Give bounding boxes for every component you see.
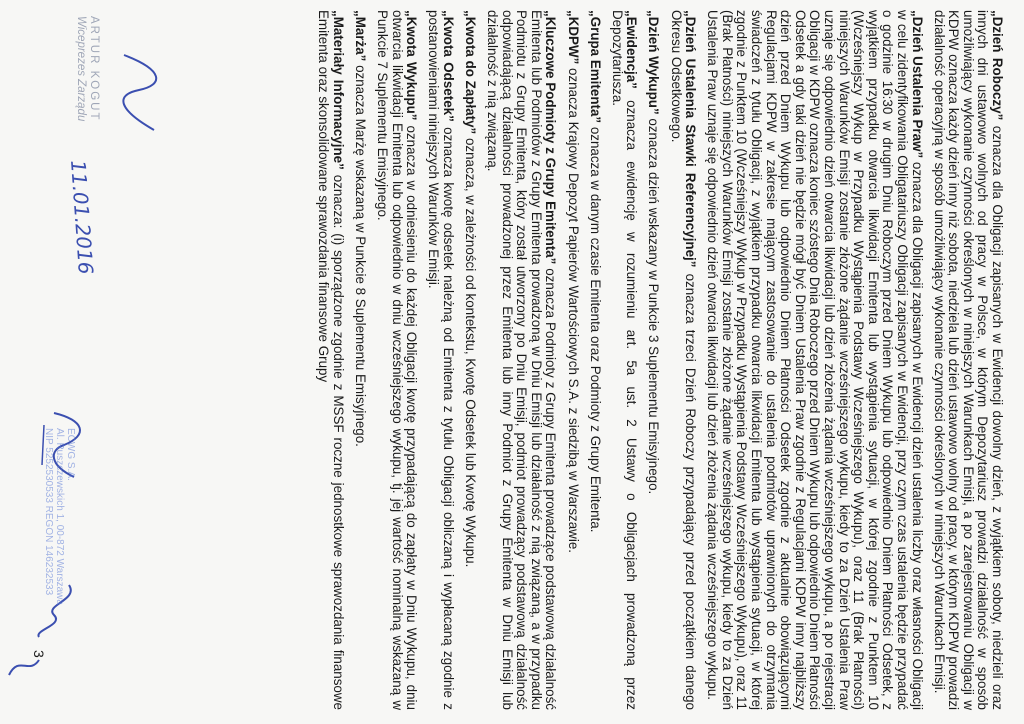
page-number: 3 <box>31 650 47 658</box>
signatory-stamp <box>74 16 100 122</box>
definition-term: „Kluczowe Podmioty z Grupy Emitenta” <box>543 10 559 265</box>
company-stamp <box>43 428 76 605</box>
definition-text: oznacza, w zależności od kontekstu, Kwotę Odsetek lub Kwotę Wykupu. <box>463 134 478 568</box>
definition-text: oznacza dla Obligacji zapisanych w Ewidencji dzień ustalenia liczby oraz własności Obligacji w celu zidentyfikowania Obligatariuszy Obligacji zapisanych w Ewidencji, przy czym czas ustalenia będzie przypadać o godzinie 16:30 w drugim Dniu Roboczym przed Dniem Wykupu lub odpowiednio Dniem Płatności Odsetek, z wyjątkiem przypadku otwarcia likwidacji Emitenta lub wystąpienia sytuacji, w której zgodnie z Punktem 10 (Wcześniejszy Wykup w Przypadku Wystąpienia Podstawy Wcześniejszego Wykupu), oraz 11 (Brak Płatności) niniejszych Warunków Emisji zostanie złożone żądanie wcześniejszego wykupu, kiedy to za Dzień Ustalenia Praw uznaje się odpowiednio dzień otwarcia likwidacji lub dzień złożenia żądania wcześniejszego wykupu, a po rejestracji Obligacji w KDPW oznacza koniec szóstego Dnia Roboczego przed Dniem Wykupu lub odpowiednio Dniem Płatności Odsetek a gdy taki dzień nie będzie mógł być Dniem Ustalenia Praw zgodnie z Regulacjami KDPW inny najbliższy dzień przed Dniem Wykupu lub odpowiednio Dniem Płatności Odsetek zgodnie z aktualnie obowiązującymi Regulacjami KDPW w zakresie mającym zastosowanie do ustalenia podmiotów uprawnionych do otrzymania świadczeń z tytułu Obligacji, z wyjątkiem przypadku otwarcia likwidacji Emitenta lub wystąpienia sytuacji, w której zgodnie z Punktem 10 (Wcześniejszy Wykup w Przypadku Wystąpienia Podstawy Wcześniejszego Wykupu), oraz 11 (Brak Płatności) niniejszych Warunków Emisji zostanie złożone żądanie wcześniejszego wykupu, kiedy to za Dzień Ustalenia Praw uznaje się odpowiednio dzień otwarcia likwidacji lub dzień złożenia żądania wcześniejszego wykupu. <box>705 10 925 711</box>
definition-text: oznacza trzeci Dzień Roboczy przypadający przed początkiem danego Okresu Odsetkowego. <box>668 10 699 710</box>
definition-term: „Dzień Wykupu” <box>646 10 662 115</box>
definition-term: „Dzień Roboczy” <box>990 10 1005 121</box>
signature-mark-1 <box>114 50 174 140</box>
definition-text: oznacza w danym czasie Emitenta oraz Podmioty z Grupy Emitenta. <box>587 123 603 533</box>
definition-paragraph <box>316 10 345 710</box>
definition-text: oznacza: (i) sporządzone zgodnie z MSSF roczne jednostkowe sprawozdania finansowe Emitenta oraz skonsolidowane sprawozdania finansowe Grupy <box>316 10 346 710</box>
definition-paragraph <box>426 10 455 710</box>
definition-paragraph <box>374 10 418 710</box>
definition-paragraph <box>609 10 638 710</box>
definition-term: „KDPW” <box>565 10 581 65</box>
definitions-list <box>316 10 1004 710</box>
definition-paragraph <box>462 10 477 710</box>
definition-text: oznacza w odniesieniu do każdej Obligacji kwotę przypadającą do zapłaty w Dniu Wykupu, dniu otwarcia likwidacji Emitenta lub odpowiednio w dniu wcześniejszego wykupu, tj. jej wartość nominalną wskazaną w Punkcie 7 Suplementu Emisyjnego. <box>375 10 420 710</box>
definition-term: „Marża” <box>352 10 368 62</box>
definition-text: oznacza Podmioty z Grupy Emitenta prowadzące podstawową działalność Emitenta lub Podmiotów z Grupy Emitenta prowadzoną w Dniu Emisji lub działalność z nią związaną, a w przypadku Podmiotu z Grupy Emitenta, który został utworzony po Dniu Emisji, podmiot prowadzący podstawową działalność odpowiadającą działalności prowadzonej przez Emitenta lub inny Podmiot z Grupy Emitenta w Dniu Emisji lub działalność z nią związaną. <box>485 10 559 710</box>
company-stamp-ids: NIP 5252530533 REGON 146232533 <box>43 428 54 596</box>
definition-paragraph <box>646 10 661 710</box>
definition-paragraph <box>587 10 602 710</box>
definition-paragraph <box>352 10 367 710</box>
definition-term: „Ewidencja” <box>624 10 640 89</box>
definition-paragraph <box>931 10 1004 710</box>
company-stamp-address: Al. Ruszczewskich 1, 00-872 Warszawa <box>54 428 65 605</box>
definition-text: oznacza Krajowy Depozyt Papierów Wartościowych S.A. z siedzibą w Warszawie. <box>565 64 581 553</box>
definition-paragraph <box>668 10 697 710</box>
definition-term: „Dzień Ustalenia Praw” <box>909 10 925 159</box>
signature-mark-4 <box>4 650 47 690</box>
definition-text: oznacza dzień wskazany w Punkcie 3 Suplementu Emisyjnego. <box>646 114 662 495</box>
signatory-title: Wiceprezes Zarządu <box>75 16 87 122</box>
handwritten-date: 11.01.2016 <box>66 159 98 276</box>
definition-term: „Grupa Emitenta” <box>587 10 603 124</box>
definition-term: „Dzień Ustalenia Stawki Referencyjnej” <box>683 10 699 268</box>
definition-text: oznacza kwotę odsetek należną od Emitenta z tytułu Obligacji obliczaną i wypłacaną zgodnie z postanowieniami niniejszych Warunków Emisji. <box>426 10 456 710</box>
signatory-name: ARTUR KOGUT <box>88 16 100 122</box>
definition-text: oznacza ewidencję w rozumieniu art. 5a ust. 2 Ustawy o Obligacjach prowadzoną przez Depozytariusza. <box>609 10 640 710</box>
definition-term: „Kwota Wykupu” <box>404 10 420 121</box>
definition-text: oznacza Marżę wskazaną w Punkcie 8 Suplementu Emisyjnego. <box>352 61 368 447</box>
company-stamp-name: ECWG S.A. <box>65 428 76 481</box>
definition-term: „Kwota do Zapłaty” <box>463 10 478 135</box>
definition-term: „Kwota Odsetek” <box>440 10 456 122</box>
definition-paragraph <box>565 10 580 710</box>
definition-paragraph <box>485 10 558 710</box>
definition-text: oznacza dla Obligacji zapisanych w Ewidencji dowolny dzień, z wyjątkiem soboty, niedzieli oraz innych dni ustawowo wolnych od pracy w Polsce, w którym Depozytariusz prowadzi działalność w sposób umożliwiający wykonanie czynności określonych w niniejszych Warunkach Emisji, a po zarejestrowaniu Obligacji w KDPW oznacza każdy dzień inny niż sobota, niedziela lub dzień ustawowo wolny od pracy, w którym KDPW prowadzi działalność operacyjną w sposób umożliwiający wykonanie czynności określonych w niniejszych Warunkach Emisji. <box>931 10 1005 711</box>
rotated-text-block <box>4 10 1004 710</box>
definition-paragraph <box>705 10 924 710</box>
definition-term: „Materiały Informacyjne” <box>330 10 346 170</box>
